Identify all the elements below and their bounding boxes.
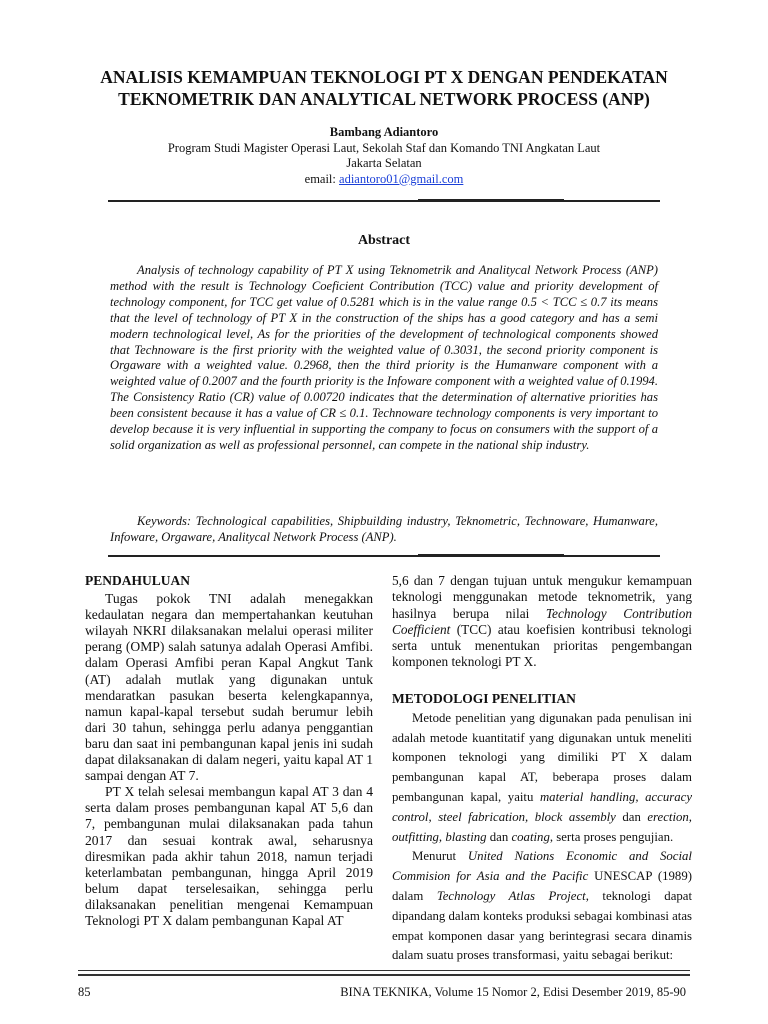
email-line [100,172,668,188]
paragraph-intro-1: Tugas pokok TNI adalah menegakkan kedaulatan negara dan mempertahankan keutuhan wilayah NKRI dilaksanakan melalui operasi militer perang (OMP) salah satunya adalah Operasi Amfibi. dalam Operasi Amfibi peran Kapal Angkut Tank (AT) adalah mutlak yang digunakan untuk mendaratkan pasukan beserta kelengkapannya, namun kapal-kapal tersebut sudah berumur lebih dari 30 tahun, sehingga perlu adanya penggantian baru dan saat ini pembangunan kapal jenis ini sudah dapat dilaksanakan di dalam negeri, yaitu kapal AT 1 sampai dengan AT 7. [85,591,373,784]
text-run: Metode penelitian yang digunakan pada penulisan ini adalah metode kuantitatif yang digunakan untuk meneliti komponen teknologi yang dimiliki PT X dalam pembangunan kapal AT, beberapa proses dalam pembangunan kapal, yaitu [392,710,692,805]
paper-title [60,66,708,110]
paragraph-method-1 [392,709,692,848]
abstract-divider [108,555,660,557]
section-heading-metodologi: METODOLOGI PENELITIAN [392,690,576,706]
text-run: , serta proses pengujian. [549,829,674,844]
text-run: (TCC) atau koefisien kontribusi teknologi serta untuk menentukan prioritas pengembangan komponen teknologi PT X. [392,621,692,670]
header-divider-accent [418,199,564,202]
text-run: Menurut [412,849,468,864]
affiliation-line-1: Program Studi Magister Operasi Laut, Sekolah Staf dan Komando TNI Angkatan Laut [167,140,601,155]
section-heading-pendahuluan: PENDAHULUAN [85,573,191,588]
text-run: dan [615,809,648,824]
title-line-2: TEKNOMETRIK DAN ANALYTICAL NETWORK PROCESS (ANP) [118,89,650,109]
text-run: dan [486,829,512,844]
paragraph-continued [392,573,692,671]
abstract-divider-accent [418,554,564,557]
right-column [392,573,692,966]
page-number: 85 [78,985,91,999]
paragraph-intro-2: PT X telah selesai membangun kapal AT 3 dan 4 serta dalam proses pembangunan kapal AT 5,6 dan 7, pembangunan mulai dilaksanakan pada tahun 2017 dan sesuai kontrak awal, seharusnya diresmikan pada akhir tahun 2018, namun terjadi keterlambatan pembangunan, hingga April 2019 belum dapat terselesaikan, sehingga perlu dilaksanakan penelitian mengenai Kemampuan Teknologi PT X dalam pembangunan Kapal AT [85,784,373,928]
journal-citation: BINA TEKNIKA, Volume 15 Nomor 2, Edisi Desember 2019, 85-90 [340,985,686,999]
affiliation-line-2: Jakarta Selatan [346,156,422,170]
abstract-text: Analysis of technology capability of PT X using Teknometrik and Analitycal Network Process (ANP) method with the result is Technology Coeficient Contribution (TCC) value and priority development of technology component, for TCC get value of 0.5281 which is in the value range 0.5 < TCC ≤ 0.7 its means that the level of technology of PT X in the construction of the ships has a good category and has a semi modern technological level, As for the priorities of the development of technological components showed that Technoware is the first priority with the weighted value of 0.3031, the second priority component is Orgaware with a weighted value. 0.2968, then the third priority is the Humanware component with a weighted value of 0.2007 and the fourth priority is the Infoware component with a weighted value of 0.1994. The Consistency Ratio (CR) value of 0.00720 indicates that the determination of alternative priorities has been consistent because it has a value of CR ≤ 0.1. Technoware technology components is very important to develop because it is very influential in supporting the company to focus on consumers with the support of a solid organization as well as professional personnel, can compete in the national ship industry. [110,263,658,452]
text-run-italic: United Nations Economic and Social Commision for Asia and the Pacific [392,849,692,884]
text-run-italic: coating [511,829,550,844]
keywords: Keywords: Technological capabilities, Shipbuilding industry, Teknometric, Technoware, Humanware, Infoware, Orgaware, Analitycal Network Process (ANP). [110,514,658,544]
text-run: 5,6 dan 7 dengan tujuan untuk mengukur kemampuan teknologi menggunakan metode teknometrik, yang hasilnya berupa nilai [392,573,692,621]
email-link[interactable]: adiantoro01@gmail.com [339,171,464,186]
title-line-1: ANALISIS KEMAMPUAN TEKNOLOGI PT X DENGAN PENDEKATAN [100,67,668,87]
text-run-italic: erection, outfitting, blasting [392,809,692,844]
text-run: , teknologi dapat dipandang dalam konteks produksi sebagai kombinasi atas empat komponen dasar yang berintegrasi secara dinamis dalam suatu proses transformasi, yaitu sebagai berikut: [392,889,693,963]
abstract-heading: Abstract [357,233,411,248]
text-run-italic: Technology Atlas Project [436,889,586,904]
left-column [85,573,373,929]
author-block [100,125,668,187]
text-run-italic: Technology Contribution Coefficient [392,605,692,637]
footer-rule-thick [78,974,690,976]
author-name: Bambang Adiantoro [329,125,439,139]
email-label: email: [304,171,340,186]
header-divider [108,200,660,202]
text-run: UNESCAP (1989) dalam [392,869,692,904]
text-run-italic: material handling, accuracy control, steel fabrication, block assembly [392,790,692,824]
footer-rule [78,970,690,971]
paragraph-method-2 [392,847,692,966]
